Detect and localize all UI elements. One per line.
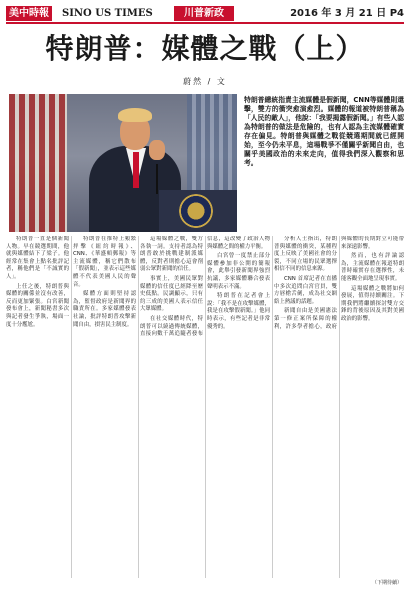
issue-date — [290, 6, 404, 21]
body-paragraph: 特朗普在記者會上說：「我不是在攻擊媒體，我是在攻擊假新聞。」他同時表示，有些記者是非常優秀的。 — [207, 293, 270, 330]
byline: 蔚然 / 文 — [183, 77, 227, 86]
masthead — [6, 6, 404, 23]
section-label: 川普新政 — [174, 6, 234, 21]
body-paragraph: 這場媒體之戰，雙方各執一詞。支持者認為特朗普敢於挑戰建制派媒體，反對者則擔心這會削弱公眾對新聞的信任。 — [140, 236, 203, 273]
headline: 特朗普：媒體之戰（上） — [45, 32, 365, 65]
presidential-seal-icon — [179, 194, 213, 228]
body-paragraph: 然而，也有評論認為，主流媒體在報道特朗普時確實存在選擇性，未能客觀全面地呈現事實。 — [341, 253, 404, 282]
paper-name-english: SINO US TIMES — [62, 8, 153, 19]
body-paragraph: 在社交媒體時代，特朗普可以繞過傳統媒體，直接向數千萬追隨者發布信息，這改變了政治人物與媒體之間的權力平衡。 — [140, 236, 270, 338]
body-paragraph: 特朗普在推特上頻繁抨擊《紐約時報》、CNN、《華盛頓郵報》等主流媒體，稱它們散布「假新聞」，並表示這些媒體不代表美國人民的聲音。 — [73, 236, 136, 288]
body-paragraph: 上任之後，特朗普與媒體的關係並沒有改善，反而更加緊張。白宮新聞發布會上，新聞秘書多次與記者發生爭執，場面一度十分尷尬。 — [6, 283, 69, 328]
body-paragraph: 分析人士指出，特朗普與媒體的衝突，某種程度上反映了美國社會的分裂，不同立場的民眾選擇相信不同的信息來源。 — [274, 236, 337, 273]
date-text: 2016 年 3 月 21 日 — [290, 8, 387, 19]
paper-logo: 美中時報 — [6, 6, 52, 21]
masthead-rule — [6, 22, 404, 24]
body-paragraph: 媒體方面則堅持認為，監督政府是新聞界的職責所在。多家媒體發表社論，批評特朗普攻擊新聞自由，損害民主制度。 — [73, 291, 136, 328]
body-paragraph: CNN 首席記者在直播中多次追問白宮官員，雙方唇槍舌劍，成為社交網絡上熱議的話題。 — [274, 275, 337, 305]
body-paragraph: 白宮曾一度禁止部分媒體參加非公開的簡報會，此舉引發新聞界強烈抗議，多家媒體聯合發表聲明表示不滿。 — [207, 253, 270, 290]
body-paragraph: 特朗普一直是個新聞人物。早在競選期間，他就與媒體結下了梁子。他經常在集會上點名批評記者，稱他們是「不誠實的人」。 — [6, 236, 69, 280]
body-paragraph: 新聞自由是美國憲法第一修正案所保障的權利，許多學者擔心，政府與媒體的長期對立可能帶來深遠影響。 — [274, 236, 404, 330]
photo-tie — [133, 152, 139, 188]
article-photo — [9, 94, 237, 232]
body-paragraph: 事實上，美國民眾對媒體的信任度已經降至歷史低點。民調顯示，只有約三成的美國人表示信任大眾媒體。 — [140, 275, 203, 313]
continued-note: （下期待續） — [371, 580, 402, 586]
body-paragraph: 這場媒體之戰將如何發展，值得持續關注。下期我們將繼續探討雙方交鋒的背後原因及其對美國政治的影響。 — [341, 285, 404, 322]
lead-paragraph: 特朗普總統指責主流媒體是假新聞，CNN等媒體則還擊，雙方的衝突愈演愈烈。媒體的報道被特朗普稱為「人民的敵人」，他說：「我要揭露假新聞。」有些人認為特朗普的做法是危險的，也有人認為主流媒體確實存在偏見。特朗普與媒體之戰從競選期間就已經開始，至今仍未平息，這場戰爭不僅關乎新聞自由，也關乎美國政治的未來走向，值得我們深入觀察和思考。 — [244, 96, 404, 167]
page-number: P4 — [389, 8, 404, 19]
photo-microphone — [156, 164, 158, 194]
photo-hand — [149, 140, 165, 160]
article-body — [6, 236, 404, 578]
photo-flag-left — [9, 94, 67, 232]
photo-hair — [118, 108, 152, 122]
